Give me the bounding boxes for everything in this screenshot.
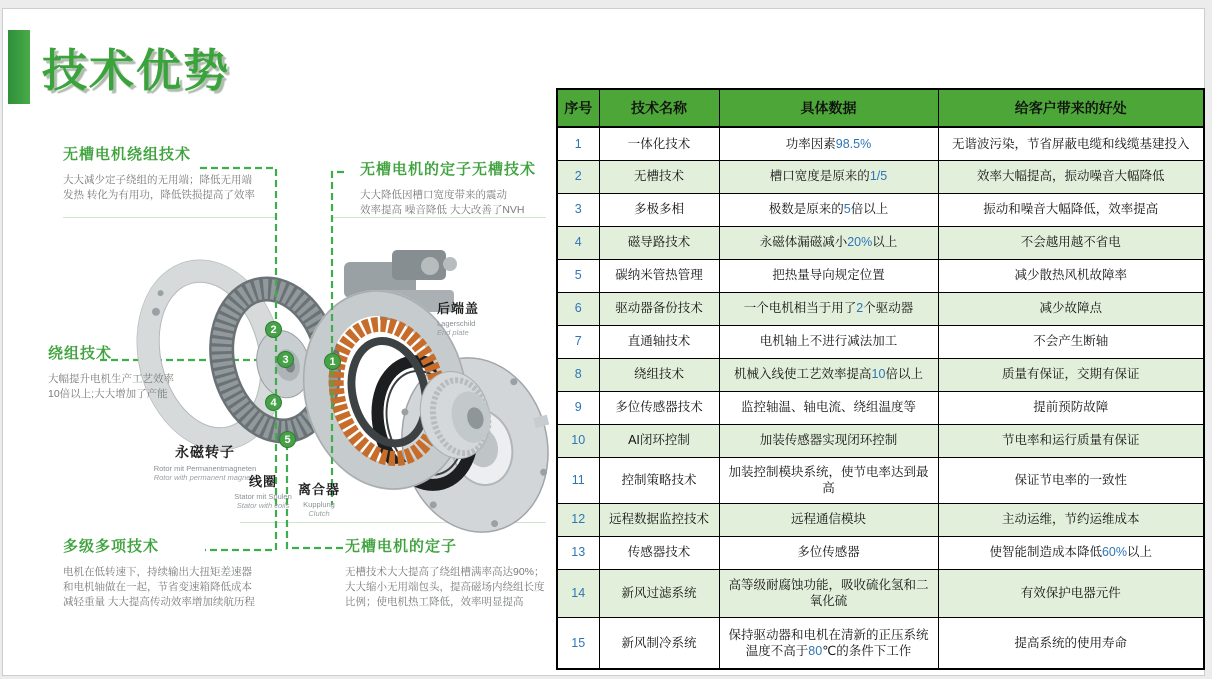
cell-index: 15 <box>557 617 599 669</box>
cell-benefit: 提高系统的使用寿命 <box>938 617 1204 669</box>
cell-data: 保持驱动器和电机在清新的正压系统温度不高于80℃的条件下工作 <box>719 617 938 669</box>
cell-benefit: 节电率和运行质量有保证 <box>938 424 1204 457</box>
table-row <box>557 457 1204 503</box>
part-label-clutch <box>283 479 355 518</box>
callout-title: 无槽电机绕组技术 <box>63 146 192 163</box>
table-row <box>557 160 1204 193</box>
marker-3: 3 <box>277 351 294 368</box>
cell-tech-name: 控制策略技术 <box>599 457 719 503</box>
callout-stator-slotless <box>360 158 536 218</box>
cell-data: 一个电机相当于用了2个驱动器 <box>719 292 938 325</box>
header-index: 序号 <box>557 89 599 127</box>
cell-index: 3 <box>557 193 599 226</box>
cell-benefit: 提前预防故障 <box>938 391 1204 424</box>
cell-tech-name: 无槽技术 <box>599 160 719 193</box>
callout-text: 10倍以上;大大增加了产能 <box>48 388 168 400</box>
cell-index: 13 <box>557 536 599 569</box>
cell-tech-name: 直通轴技术 <box>599 325 719 358</box>
part-label-de: Rotor mit Permanentmagneten <box>153 464 257 473</box>
cell-tech-name: 多位传感器技术 <box>599 391 719 424</box>
part-label-en: Stator with coils <box>236 501 290 510</box>
callout-text: 大大缩小无用端包头，提高磁场内绕组长度 <box>345 581 545 593</box>
cell-data: 功率因素98.5% <box>719 127 938 160</box>
spec-table <box>556 88 1205 670</box>
cell-benefit: 不会越用越不省电 <box>938 226 1204 259</box>
table-row <box>557 127 1204 160</box>
cell-data: 电机轴上不进行减法加工 <box>719 325 938 358</box>
marker-4: 4 <box>265 394 282 411</box>
cell-data: 机械入线使工艺效率提高10倍以上 <box>719 358 938 391</box>
cell-index: 14 <box>557 569 599 617</box>
cell-data: 把热量导向规定位置 <box>719 259 938 292</box>
callout-text: 大大降低因槽口宽度带来的震动 <box>360 189 507 201</box>
cell-benefit: 效率大幅提高，振动噪音大幅降低 <box>938 160 1204 193</box>
callout-text: 效率提高 噪音降低 大大改善了NVH <box>360 204 525 216</box>
part-label-en: End plate <box>437 328 469 337</box>
cell-benefit: 振动和噪音大幅降低，效率提高 <box>938 193 1204 226</box>
cell-benefit: 质量有保证，交期有保证 <box>938 358 1204 391</box>
callout-text: 大大减少定子绕组的无用端；降低无用端 <box>63 174 252 186</box>
page-title: 技术优势 <box>42 45 231 96</box>
cell-data: 加装传感器实现闭环控制 <box>719 424 938 457</box>
cell-tech-name: 远程数据监控技术 <box>599 503 719 536</box>
cell-tech-name: 绕组技术 <box>599 358 719 391</box>
cell-data: 远程通信模块 <box>719 503 938 536</box>
marker-2: 2 <box>265 321 282 338</box>
cell-benefit: 有效保护电器元件 <box>938 569 1204 617</box>
cell-index: 9 <box>557 391 599 424</box>
callout-slotless-winding <box>63 143 255 203</box>
table-row <box>557 226 1204 259</box>
cell-benefit: 使智能制造成本降低60%以上 <box>938 536 1204 569</box>
part-label-zh: 线圈 <box>248 474 277 489</box>
cell-index: 8 <box>557 358 599 391</box>
callout-multistage <box>63 535 255 610</box>
part-label-de: Kupplung <box>303 500 335 509</box>
table-row <box>557 325 1204 358</box>
cell-tech-name: 碳纳米管热管理 <box>599 259 719 292</box>
callout-text: 比例；使电机热工降低，效率明显提高 <box>345 596 524 608</box>
cell-tech-name: 新风制冷系统 <box>599 617 719 669</box>
cell-data: 监控轴温、轴电流、绕组温度等 <box>719 391 938 424</box>
cell-data: 多位传感器 <box>719 536 938 569</box>
cell-tech-name: 一体化技术 <box>599 127 719 160</box>
cell-benefit: 减少故障点 <box>938 292 1204 325</box>
part-label-de: Stator mit Spulen <box>234 492 292 501</box>
cell-index: 11 <box>557 457 599 503</box>
callout-title: 无槽电机的定子 <box>345 538 458 555</box>
part-label-end-plate <box>437 298 479 337</box>
cell-tech-name: AI闭环控制 <box>599 424 719 457</box>
part-label-zh: 离合器 <box>297 482 340 497</box>
cell-index: 1 <box>557 127 599 160</box>
callout-text: 和电机轴做在一起，节省变速箱降低成本 <box>63 581 252 593</box>
part-label-en: Clutch <box>308 509 330 518</box>
table-row <box>557 617 1204 669</box>
table-row <box>557 391 1204 424</box>
cell-benefit: 主动运维，节约运维成本 <box>938 503 1204 536</box>
cell-index: 2 <box>557 160 599 193</box>
cell-tech-name: 磁导路技术 <box>599 226 719 259</box>
callout-title: 多级多项技术 <box>63 538 160 555</box>
cell-benefit: 不会产生断轴 <box>938 325 1204 358</box>
cell-data: 槽口宽度是原来的1/5 <box>719 160 938 193</box>
table-row <box>557 292 1204 325</box>
table-row <box>557 503 1204 536</box>
part-label-en: Rotor with permanent magnets <box>153 473 257 482</box>
table-row <box>557 569 1204 617</box>
part-label-zh: 后端盖 <box>437 301 480 316</box>
callout-text: 大幅提升电机生产工艺效率 <box>48 373 174 385</box>
header-name: 技术名称 <box>599 89 719 127</box>
callout-title: 无槽电机的定子无槽技术 <box>360 161 537 178</box>
callout-text: 发热 转化为有用功，降低铁损提高了效率 <box>63 189 255 201</box>
callout-text: 减轻重量 大大提高传动效率增加续航历程 <box>63 596 255 608</box>
cell-tech-name: 驱动器备份技术 <box>599 292 719 325</box>
callout-winding-tech <box>48 342 174 402</box>
cell-index: 6 <box>557 292 599 325</box>
cell-benefit: 无谐波污染，节省屏蔽电缆和线缆基建投入 <box>938 127 1204 160</box>
cell-tech-name: 多极多相 <box>599 193 719 226</box>
part-label-zh: 永磁转子 <box>175 444 235 460</box>
callout-text: 无槽技术大大提高了绕组槽满率高达90%； <box>345 566 545 578</box>
header-data: 具体数据 <box>719 89 938 127</box>
cell-data: 永磁体漏磁减小20%以上 <box>719 226 938 259</box>
cell-tech-name: 传感器技术 <box>599 536 719 569</box>
table-row <box>557 193 1204 226</box>
cell-index: 5 <box>557 259 599 292</box>
cell-data: 高等级耐腐蚀功能，吸收硫化氢和二氧化硫 <box>719 569 938 617</box>
cell-benefit: 减少散热风机故障率 <box>938 259 1204 292</box>
cell-data: 加装控制模块系统，使节电率达到最高 <box>719 457 938 503</box>
cell-data: 极数是原来的5倍以上 <box>719 193 938 226</box>
cell-index: 7 <box>557 325 599 358</box>
cell-index: 4 <box>557 226 599 259</box>
callout-slotless-stator <box>345 535 545 610</box>
callout-title: 绕组技术 <box>48 345 113 362</box>
table-row <box>557 536 1204 569</box>
marker-1: 1 <box>324 353 341 370</box>
table-row <box>557 358 1204 391</box>
header-benefit: 给客户带来的好处 <box>938 89 1204 127</box>
cell-index: 12 <box>557 503 599 536</box>
table-row <box>557 424 1204 457</box>
callout-text: 电机在低转速下，持续输出大扭矩差速器 <box>63 566 252 578</box>
part-label-de: Lagerschild <box>437 319 476 328</box>
marker-5: 5 <box>279 431 296 448</box>
cell-benefit: 保证节电率的一致性 <box>938 457 1204 503</box>
cell-tech-name: 新风过滤系统 <box>599 569 719 617</box>
cell-index: 10 <box>557 424 599 457</box>
table-header-row <box>557 89 1204 127</box>
table-row <box>557 259 1204 292</box>
